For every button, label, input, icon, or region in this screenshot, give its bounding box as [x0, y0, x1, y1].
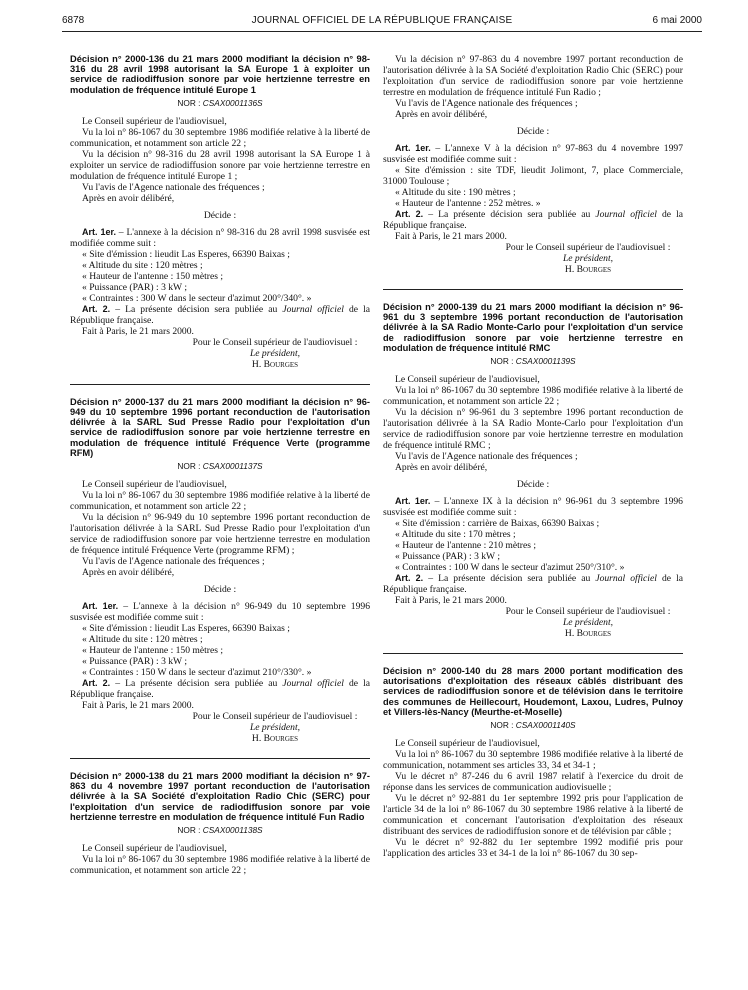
preamble-line: Vu la décision n° 96-949 du 10 septembre 1996 portant reconduction de l'autorisation délivrée à la SARL Sud Presse Radio pour l'exploitation d'un service de radiodiffusion sonore par voie hertzienne terrestre en modulation de fréquence intitulé Fréquence Verte (programme RFM) ; [70, 512, 370, 557]
annex-item: « Altitude du site : 170 mètres ; [395, 529, 516, 541]
annex-item: « Hauteur de l'antenne : 150 mètres ; [82, 645, 224, 657]
preamble-line: Vu la loi n° 86-1067 du 30 septembre 1986 modifiée relative à la liberté de communication, et notamment son article 22 ; [70, 126, 370, 149]
preamble-line: Vu l'avis de l'Agence nationale des fréquences ; [82, 181, 265, 193]
preamble-line: Vu la décision n° 97-863 du 4 novembre 1997 portant reconduction de l'autorisation délivrée à la SA Société d'exploitation Radio Chic (SERC) pour l'exploitation d'un service de radiodiffusion sonore par voie hertzienne terrestre en modulation de fréquence intitulé Fun Radio ; [383, 54, 683, 98]
annex-item: « Hauteur de l'antenne : 252 mètres. » [395, 198, 541, 209]
signature-role: Le président, [562, 253, 614, 264]
preamble-line: Vu l'avis de l'Agence nationale des fréquences ; [395, 451, 578, 463]
article-1: Art. 1er. – L'annexe IX à la décision n° 96-961 du 3 septembre 1996 susvisée est modifiée comme suit : [383, 496, 683, 519]
decide-heading: Décide : [203, 584, 237, 596]
fait-a-paris: Fait à Paris, le 21 mars 2000. [82, 700, 194, 712]
nor-code: CSAX0001138S [202, 825, 263, 836]
nor-reference: NOR : CSAX0001139S [490, 356, 576, 367]
preamble-line: Le Conseil supérieur de l'audiovisuel, [82, 843, 227, 855]
signature-name: H. Bourges [251, 358, 299, 370]
preamble-line: Vu le décret n° 92-882 du 1er septembre 1992 modifié pris pour l'application des articles 33 et 34-1 de la loi n° 86-1067 du 30 sep- [383, 837, 683, 860]
nor-reference: NOR : CSAX0001140S [490, 720, 576, 731]
nor-code: CSAX0001140S [515, 720, 576, 731]
decide-heading: Décide : [516, 126, 550, 137]
preamble-line: Vu la décision n° 96-961 du 3 septembre 1996 portant reconduction de l'autorisation délivrée à la SA Radio Monte-Carlo pour l'exploitation d'un service de radiodiffusion sonore par voie hertzienne terrestre en modulation de fréquence intitulé RMC ; [383, 407, 683, 452]
header-rule [62, 31, 702, 32]
nor-code: CSAX0001139S [515, 356, 576, 367]
preamble-line: Vu le décret n° 92-881 du 1er septembre 1992 pris pour l'application de l'article 34 de la loi n° 86-1067 du 30 septembre 1986 relative à la liberté de communication et concernant l'autorisation d'exploitation des réseaux distribuant des services de radiodiffusion sonore et de télévision par câble ; [383, 793, 683, 838]
preamble-line: Le Conseil supérieur de l'audiovisuel, [82, 479, 227, 491]
annex-item: « Site d'émission : lieudit Las Esperes, 66390 Baixas ; [82, 623, 290, 635]
page-header [62, 13, 702, 29]
annex-item: « Altitude du site : 120 mètres ; [82, 259, 203, 271]
right-column [383, 54, 683, 859]
article-2: Art. 2. – La présente décision sera publiée au Journal officiel de la République française. [70, 678, 371, 701]
fait-a-paris: Fait à Paris, le 21 mars 2000. [395, 231, 507, 242]
decide-heading: Décide : [516, 479, 550, 491]
article-1: Art. 1er. – L'annexe V à la décision n° 97-863 du 4 novembre 1997 susvisée est modifiée comme suit : [383, 143, 683, 165]
decision-title: Décision n° 2000-138 du 21 mars 2000 modifiant la décision n° 97-863 du 4 novembre 1997 portant reconduction de l'autorisation délivrée à la SA Société d'exploitation Radio Chic (SERC) pour l'exploitation d'un service de radiodiffusion sonore par voie hertzienne terrestre en modulation de fréquence intitulé Fun Radio [70, 771, 370, 822]
article-2: Art. 2. – La présente décision sera publiée au Journal officiel de la République française. [383, 209, 684, 231]
preamble-line: Après en avoir délibéré, [395, 462, 488, 474]
preamble-line: Vu l'avis de l'Agence nationale des fréquences ; [82, 556, 265, 568]
signature-role: Le président, [249, 347, 301, 359]
signature-role: Le président, [562, 617, 614, 629]
issue-date: 6 mai 2000 [652, 15, 702, 26]
preamble-line: Le Conseil supérieur de l'audiovisuel, [395, 374, 540, 386]
annex-item: « Puissance (PAR) : 3 kW ; [82, 656, 188, 668]
annex-item: « Contraintes : 100 W dans le secteur d'azimut 250°/310°. » [395, 562, 625, 574]
decide-heading: Décide : [203, 209, 237, 221]
annex-item: « Altitude du site : 190 mètres ; [395, 187, 516, 198]
article-1: Art. 1er. – L'annexe à la décision n° 96-949 du 10 septembre 1996 susvisée est modifiée comme suit : [70, 601, 370, 624]
decision-2000-140 [383, 666, 683, 859]
preamble-line: Vu le décret n° 87-246 du 6 avril 1987 relatif à l'exercice du droit de réponse dans les services de communication audiovisuelle ; [383, 771, 683, 794]
preamble-line: Vu la loi n° 86-1067 du 30 septembre 1986 modifiée relative à la liberté de communication, et notamment son article 22 ; [70, 854, 370, 877]
section-divider [383, 653, 683, 654]
decision-2000-138 [70, 771, 370, 876]
preamble-line: Après en avoir délibéré, [395, 109, 488, 120]
signature-line: Pour le Conseil supérieur de l'audiovisuel : [505, 606, 671, 618]
annex-item: « Site d'émission : carrière de Baixas, 66390 Baixas ; [395, 518, 600, 530]
nor-reference: NOR : CSAX0001137S [177, 461, 263, 472]
section-divider [383, 289, 683, 290]
fait-a-paris: Fait à Paris, le 21 mars 2000. [395, 595, 507, 607]
signature-name: H. Bourges [251, 733, 299, 745]
nor-reference: NOR : CSAX0001138S [177, 825, 263, 836]
preamble-line: Après en avoir délibéré, [82, 192, 175, 204]
decision-title: Décision n° 2000-139 du 21 mars 2000 modifiant la décision n° 96-961 du 3 septembre 1996 portant reconduction de l'autorisation délivrée à la SA Radio Monte-Carlo pour l'exploitation d'un service de radiodiffusion sonore par voie hertzienne terrestre en modulation de fréquence intitulé RMC [383, 302, 683, 353]
signature-name: H. Bourges [564, 628, 612, 640]
decision-2000-137 [70, 397, 370, 744]
page-number: 6878 [62, 15, 85, 26]
signature-line: Pour le Conseil supérieur de l'audiovisuel : [505, 242, 671, 253]
annex-item: « Hauteur de l'antenne : 210 mètres ; [395, 540, 537, 552]
signature-role: Le président, [249, 722, 301, 734]
decision-2000-136 [70, 54, 370, 370]
nor-reference: NOR : CSAX0001136S [177, 97, 263, 108]
article-2: Art. 2. – La présente décision sera publiée au Journal officiel de la République française. [70, 303, 371, 326]
preamble-line: Après en avoir délibéré, [82, 567, 175, 579]
nor-code: CSAX0001136S [202, 97, 263, 108]
annex-item: « Site d'émission : site TDF, lieudit Jolimont, 7, place Commerciale, 31000 Toulouse ; [383, 165, 683, 187]
preamble-line: Vu la loi n° 86-1067 du 30 septembre 1986 modifiée relative à la liberté de communication, et notamment son article 22 ; [383, 385, 683, 408]
nor-code: CSAX0001137S [202, 461, 263, 472]
preamble-line: Vu la décision n° 98-316 du 28 avril 1998 autorisant la SA Europe 1 à exploiter un service de radiodiffusion sonore par voie hertzienne terrestre en modulation de fréquence intitulé Europe 1 ; [70, 148, 370, 182]
preamble-line: Vu l'avis de l'Agence nationale des fréquences ; [395, 98, 578, 109]
article-1: Art. 1er. – L'annexe à la décision n° 98-316 du 28 avril 1998 susvisée est modifiée comme suit : [70, 226, 370, 249]
article-2: Art. 2. – La présente décision sera publiée au Journal officiel de la République française. [383, 573, 684, 596]
decision-2000-138-continued [383, 54, 683, 275]
signature-name: H. Bourges [564, 264, 612, 275]
journal-title: JOURNAL OFFICIEL DE LA RÉPUBLIQUE FRANÇAISE [251, 15, 513, 26]
preamble-line: Le Conseil supérieur de l'audiovisuel, [395, 738, 540, 750]
preamble-line: Vu la loi n° 86-1067 du 30 septembre 1986 modifiée relative à la liberté de communication, notamment ses articles 33, 34 et 34-1 ; [383, 749, 683, 772]
decision-title: Décision n° 2000-136 du 21 mars 2000 modifiant la décision n° 98-316 du 28 avril 1998 autorisant la SA Europe 1 à exploiter un service de radiodiffusion sonore par voie hertzienne terrestre en modulation de fréquence intitulé Europe 1 [70, 54, 370, 95]
annex-item: « Altitude du site : 120 mètres ; [82, 634, 203, 646]
signature-line: Pour le Conseil supérieur de l'audiovisuel : [192, 711, 358, 723]
signature-line: Pour le Conseil supérieur de l'audiovisuel : [192, 336, 358, 348]
fait-a-paris: Fait à Paris, le 21 mars 2000. [82, 325, 194, 337]
decision-title: Décision n° 2000-140 du 28 mars 2000 portant modification des autorisations d'exploitation des réseaux câblés distribuant des services de radiodiffusion sonore et de télévision dans le territoire des communes de Heillecourt, Houdemont, Laxou, Ludres, Pulnoy et Villers-lès-Nancy (Meurthe-et-Moselle) [383, 666, 683, 717]
preamble-line: Le Conseil supérieur de l'audiovisuel, [82, 115, 227, 127]
decision-2000-139 [383, 302, 683, 639]
annex-item: « Site d'émission : lieudit Las Esperes, 66390 Baixas ; [82, 248, 290, 260]
left-column [70, 54, 370, 876]
annex-item: « Puissance (PAR) : 3 kW ; [395, 551, 501, 563]
section-divider [70, 384, 370, 385]
annex-item: « Hauteur de l'antenne : 150 mètres ; [82, 270, 224, 282]
annex-item: « Contraintes : 300 W dans le secteur d'azimut 200°/340°. » [82, 292, 312, 304]
decision-title: Décision n° 2000-137 du 21 mars 2000 modifiant la décision n° 96-949 du 10 septembre 1996 portant reconduction de l'autorisation délivrée à la SARL Sud Presse Radio pour l'exploitation d'un service de radiodiffusion sonore par voie hertzienne terrestre en modulation de fréquence intitulé Fréquence Verte (programme RFM) [70, 396, 370, 458]
annex-item: « Puissance (PAR) : 3 kW ; [82, 281, 188, 293]
annex-item: « Contraintes : 150 W dans le secteur d'azimut 210°/330°. » [82, 667, 312, 679]
section-divider [70, 758, 370, 759]
preamble-line: Vu la loi n° 86-1067 du 30 septembre 1986 modifiée relative à la liberté de communication, et notamment son article 22 ; [70, 490, 370, 513]
